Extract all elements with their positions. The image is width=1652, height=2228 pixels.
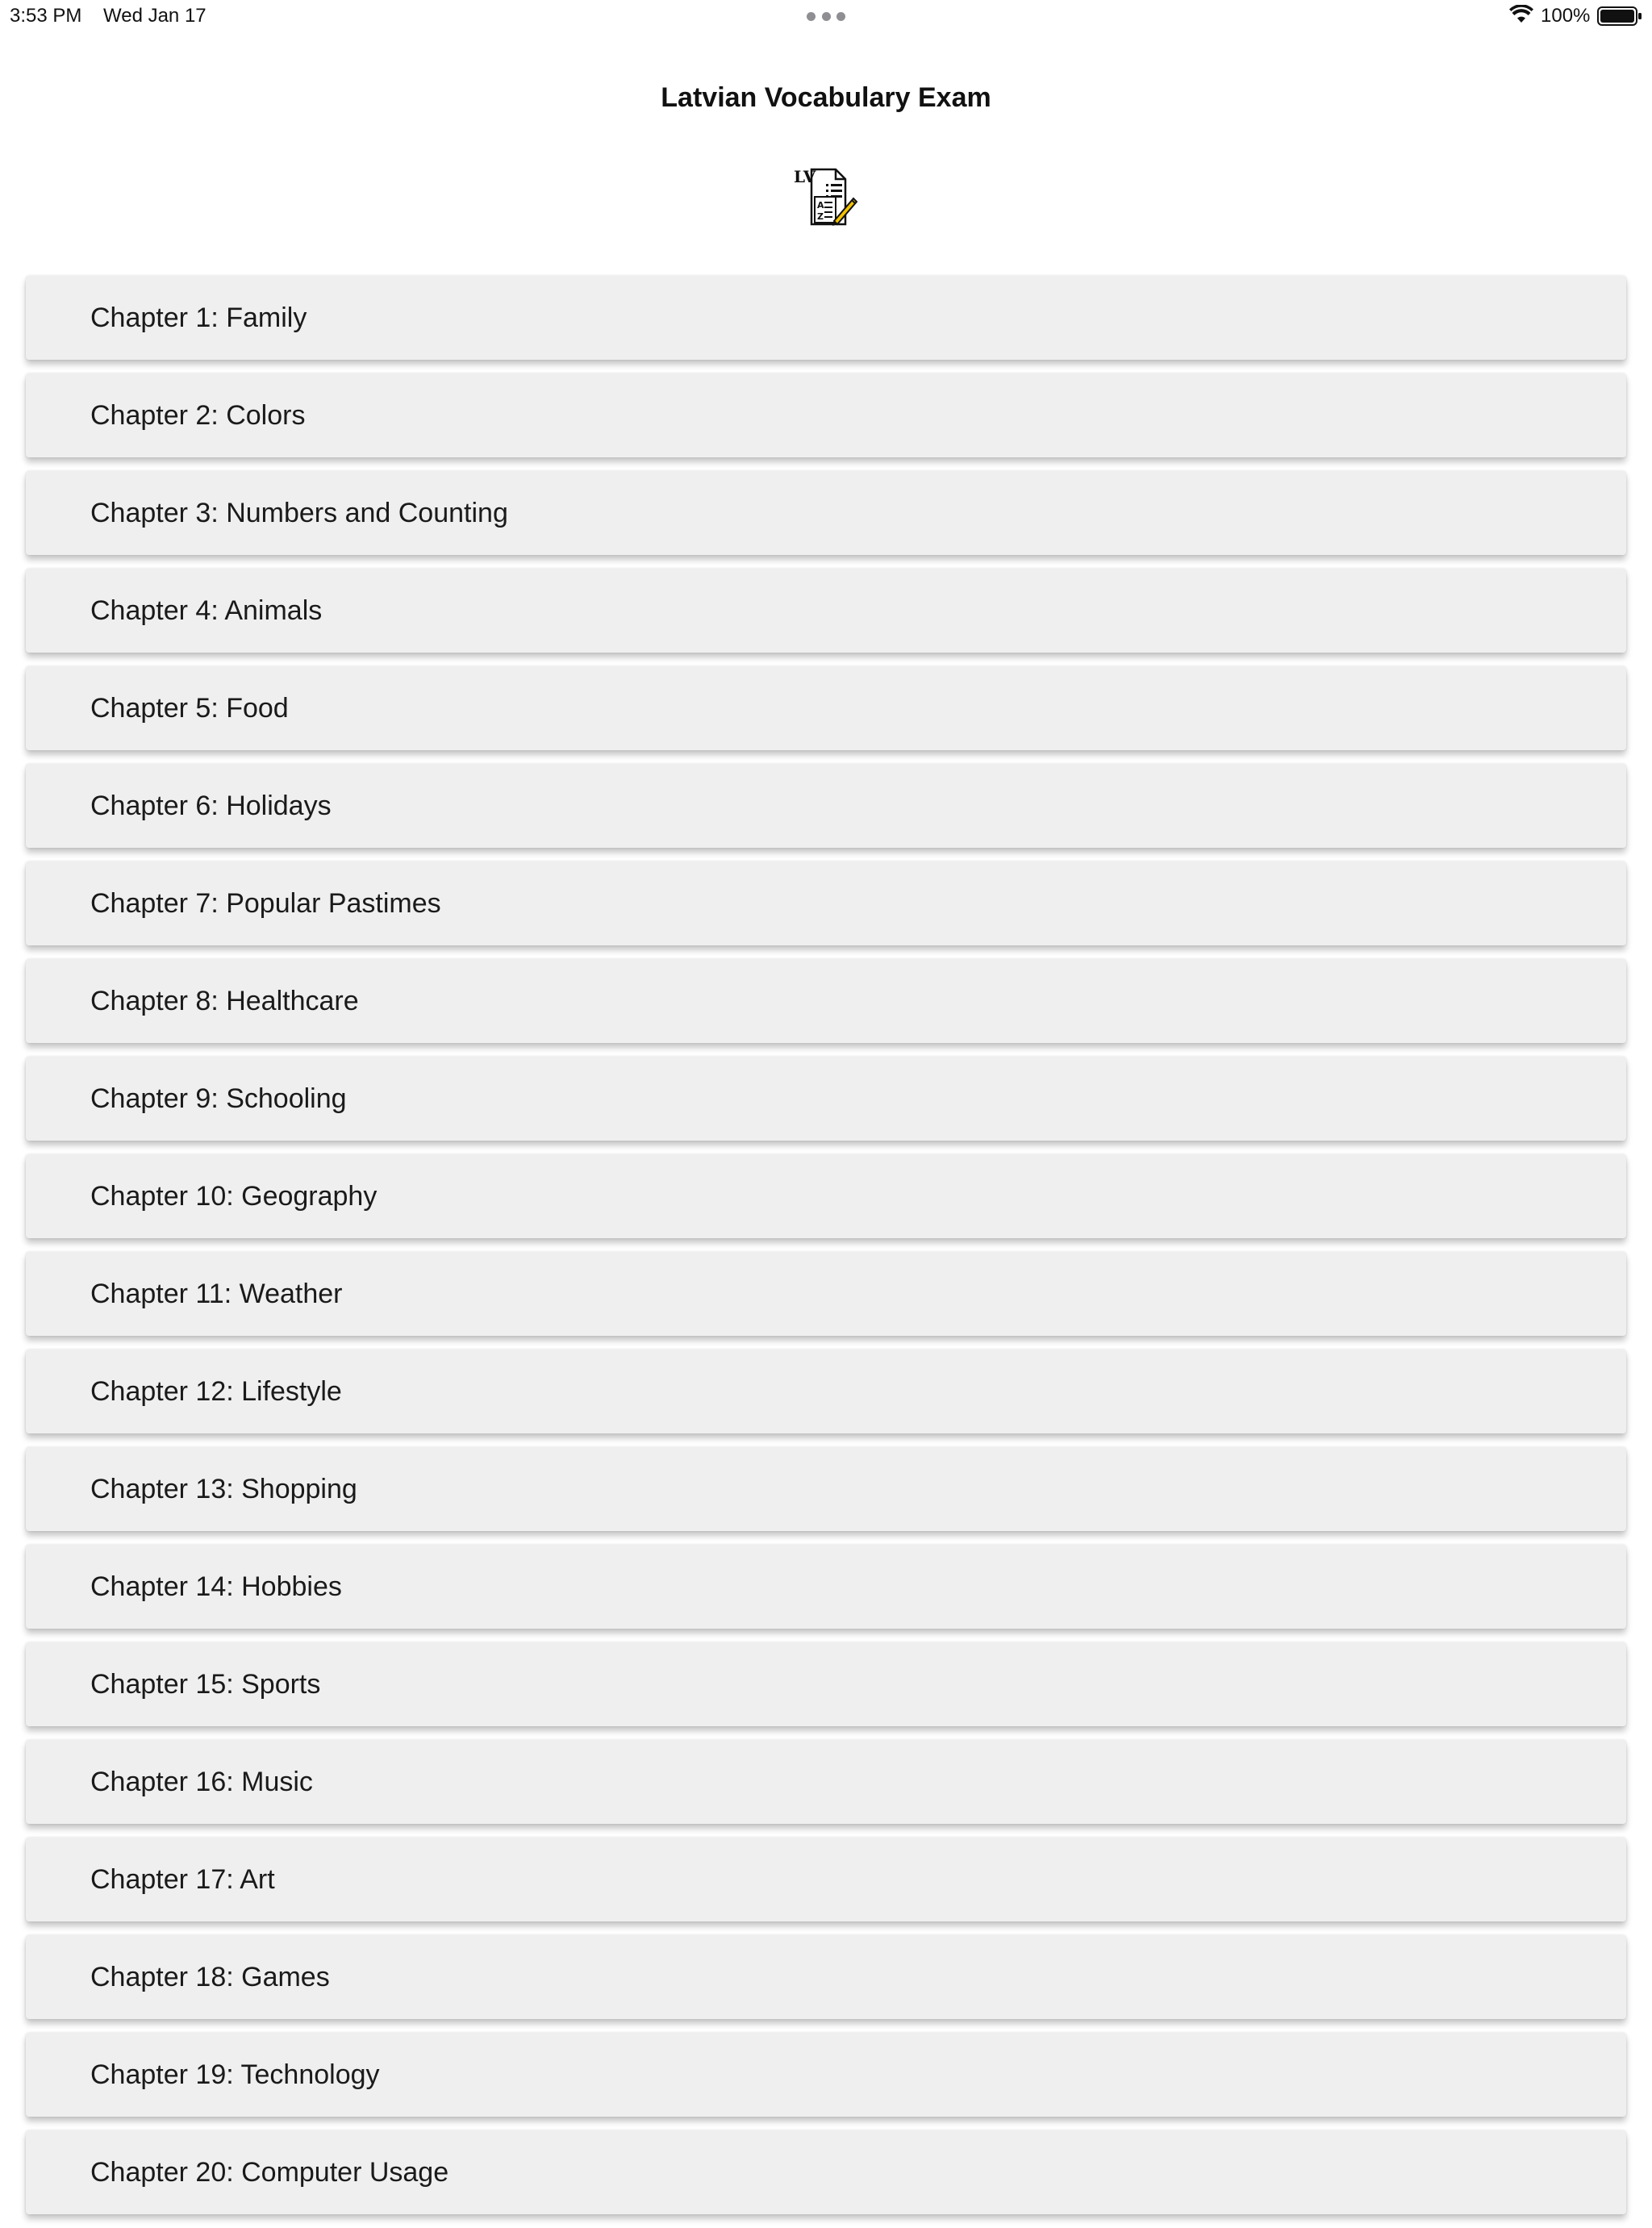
chapter-item[interactable] [26,1252,1626,1336]
chapter-list [26,276,1626,2228]
chapter-item[interactable] [26,1935,1626,2019]
chapter-item[interactable] [26,666,1626,750]
chapter-item[interactable] [26,569,1626,653]
chapter-item[interactable] [26,276,1626,360]
battery-icon [1597,6,1642,26]
battery-percent: 100% [1541,5,1591,27]
chapter-item-label: Chapter 15: Sports [90,1668,321,1700]
multitasking-dots-icon[interactable] [807,12,845,22]
chapter-item-label: Chapter 9: Schooling [90,1083,347,1114]
chapter-item-label: Chapter 10: Geography [90,1180,378,1212]
chapter-item[interactable] [26,1350,1626,1433]
chapter-item[interactable] [26,764,1626,848]
chapter-item-label: Chapter 3: Numbers and Counting [90,497,508,528]
chapter-item-label: Chapter 5: Food [90,692,289,724]
chapter-item[interactable] [26,1740,1626,1824]
chapter-item-label: Chapter 19: Technology [90,2059,380,2090]
status-time: 3:53 PM [10,5,82,27]
svg-text:Z: Z [817,211,824,222]
lv-exam-document-icon [794,165,858,229]
chapter-item[interactable] [26,1545,1626,1629]
chapter-item-label: Chapter 11: Weather [90,1278,343,1309]
chapter-item-label: Chapter 18: Games [90,1961,330,1992]
svg-text:A: A [817,200,824,211]
logo-text: LV [794,167,816,186]
wifi-icon [1509,5,1533,24]
chapter-item-label: Chapter 4: Animals [90,595,323,626]
chapter-item[interactable] [26,959,1626,1043]
chapter-item[interactable] [26,373,1626,457]
chapter-item-label: Chapter 13: Shopping [90,1473,357,1504]
chapter-item-label: Chapter 20: Computer Usage [90,2156,449,2188]
chapter-item-label: Chapter 14: Hobbies [90,1571,342,1602]
status-bar [0,0,1652,32]
chapter-item[interactable] [26,862,1626,945]
status-date: Wed Jan 17 [103,5,206,27]
chapter-item[interactable] [26,1642,1626,1726]
chapter-item[interactable] [26,1057,1626,1141]
chapter-item-label: Chapter 12: Lifestyle [90,1375,342,1407]
chapter-item[interactable] [26,471,1626,555]
chapter-item[interactable] [26,1838,1626,1921]
chapter-item-label: Chapter 7: Popular Pastimes [90,887,441,919]
chapter-item-label: Chapter 6: Holidays [90,790,332,821]
chapter-item-label: Chapter 8: Healthcare [90,985,359,1016]
chapter-item[interactable] [26,2033,1626,2117]
chapter-item-label: Chapter 17: Art [90,1863,275,1895]
chapter-item-label: Chapter 2: Colors [90,399,306,431]
chapter-item[interactable] [26,1154,1626,1238]
chapter-item-label: Chapter 1: Family [90,302,307,333]
chapter-item-label: Chapter 16: Music [90,1766,313,1797]
chapter-item[interactable] [26,2130,1626,2214]
page-title: Latvian Vocabulary Exam [661,82,991,113]
chapter-item[interactable] [26,1447,1626,1531]
